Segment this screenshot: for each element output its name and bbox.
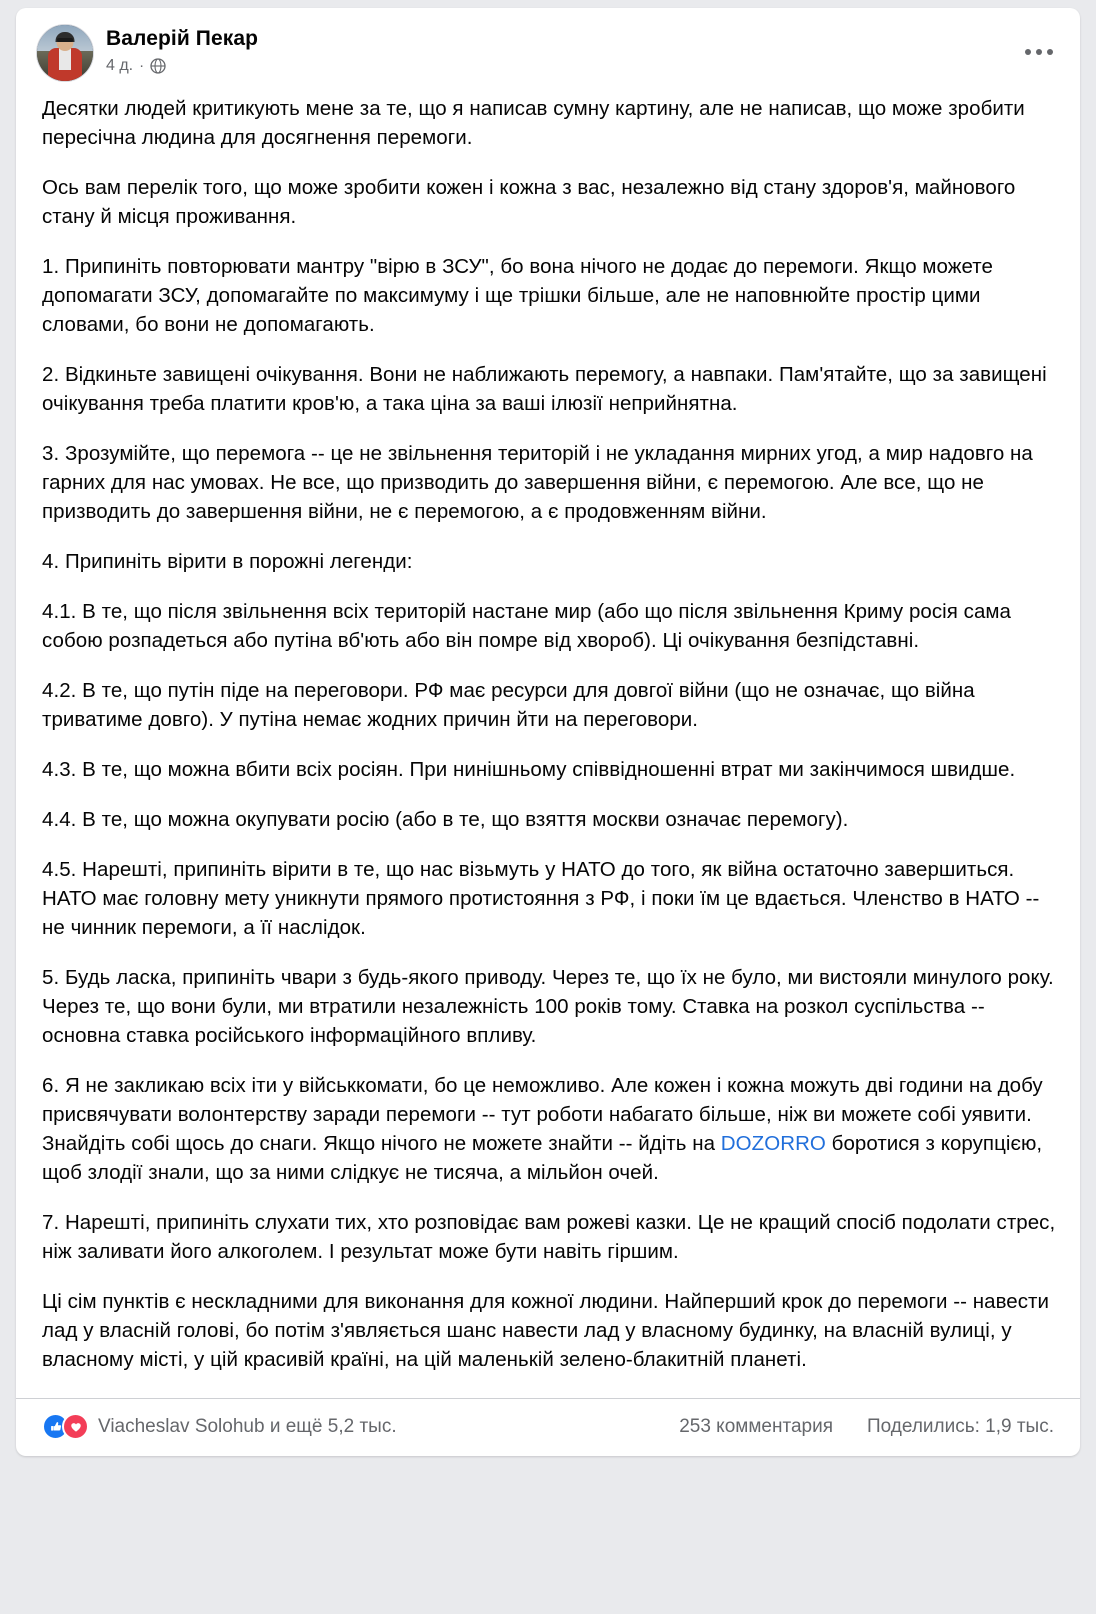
shares-count[interactable]: Поделились: 1,9 тыс. bbox=[866, 1415, 1054, 1437]
heart-icon bbox=[62, 1413, 89, 1440]
paragraph-text-before: 6. Я не закликаю всіх іти у військкомати, бо це неможливо. Але кожен і кожна можуть дві години на добу присвячувати волонтерству заради перемоги -- тут роботи набагато більше, ніж ви можете собі уявити. Знайдіть собі щось до снаги. Якщо нічого не можете знайти -- йдіть на bbox=[42, 1074, 1043, 1155]
post-paragraph: 3. Зрозумійте, що перемога -- це не звільнення територій і не укладання мирних угод, а мир надовго на гарних для нас умовах. Не все, що призводить до завершення війни, є перемогою. Але все, що не призводить до завершення війни, не є перемогою, а є продовженням війни. bbox=[42, 442, 1033, 523]
comments-count[interactable]: 253 комментария bbox=[679, 1415, 833, 1437]
post-header-text bbox=[106, 24, 258, 76]
reactions-group[interactable] bbox=[42, 1413, 397, 1440]
dot bbox=[1047, 49, 1053, 55]
post-footer bbox=[16, 1398, 1080, 1456]
more-options-icon[interactable] bbox=[1022, 42, 1056, 62]
avatar-shirt bbox=[59, 48, 71, 70]
post-paragraph-with-link bbox=[42, 1071, 1058, 1187]
avatar[interactable] bbox=[36, 24, 94, 82]
dot bbox=[1036, 49, 1042, 55]
post-header bbox=[16, 20, 1080, 84]
post-paragraph: 4.4. В те, що можна окупувати росію (або в те, що взяття москви означає перемогу). bbox=[42, 808, 849, 831]
post-paragraph: 4.3. В те, що можна вбити всіх росіян. При нинішньому співвідношенні втрат ми закінчимося швидше. bbox=[42, 758, 1016, 781]
footer-stats bbox=[679, 1416, 1054, 1438]
post-paragraph: 4. Припиніть вірити в порожні легенди: bbox=[42, 550, 413, 573]
post-paragraph: 2. Відкиньте завищені очікування. Вони не наближають перемогу, а навпаки. Пам'ятайте, що за завищені очікування треба платити кров'ю, а така ціна за ваші ілюзії неприйнятна. bbox=[42, 363, 1047, 415]
post-paragraph: 4.5. Нарешті, припиніть вірити в те, що нас візьмуть у НАТО до того, як війна остаточно завершиться. НАТО має головну мету уникнути прямого протистояння з РФ, і поки їм це вдається. Членство в НАТО -- не чинник перемоги, а її наслідок. bbox=[42, 858, 1040, 939]
post-body bbox=[16, 84, 1080, 1374]
reactions-count-label[interactable]: Viacheslav Solohub и ещё 5,2 тыс. bbox=[98, 1415, 397, 1437]
avatar-glasses bbox=[57, 38, 73, 42]
post-meta bbox=[106, 56, 258, 76]
meta-separator: · bbox=[139, 57, 145, 74]
post-paragraph: 7. Нарешті, припиніть слухати тих, хто розповідає вам рожеві казки. Це не кращий спосіб подолати стрес, ніж заливати його алкоголем. І результат може бути навіть гіршим. bbox=[42, 1211, 1056, 1263]
post-card bbox=[16, 8, 1080, 1456]
post-paragraph: 4.2. В те, що путін піде на переговори. РФ має ресурси для довгої війни (що не означає, що війна триватиме довго). У путіна немає жодних причин йти на переговори. bbox=[42, 679, 975, 731]
paragraph-text-after: боротися з корупцією, щоб злодії знали, що за ними слідкує не тисяча, а мільйон очей. bbox=[42, 1132, 1043, 1184]
post-paragraph: Ось вам перелік того, що може зробити кожен і кожна з вас, незалежно від стану здоров'я, майнового стану й місця проживання. bbox=[42, 176, 1016, 228]
post-paragraph: Десятки людей критикують мене за те, що я написав сумну картину, але не написав, що може зробити пересічна людина для досягнення перемоги. bbox=[42, 97, 1025, 149]
dot bbox=[1025, 49, 1031, 55]
post-paragraph: Ці сім пунктів є нескладними для виконання для кожної людини. Найперший крок до перемоги -- навести лад у власній голові, бо потім з'являється шанс навести лад у власному будинку, на власній вулиці, у власному місті, у цій красивій країні, на цій маленькій зелено-блакитній планеті. bbox=[42, 1290, 1049, 1371]
globe-icon[interactable] bbox=[150, 58, 166, 74]
post-paragraph: 4.1. В те, що після звільнення всіх територій настане мир (або що після звільнення Криму росія сама собою розпадеться або путіна вб'ють або він помре від хвороб). Ці очікування безпідставні. bbox=[42, 600, 1011, 652]
post-paragraph: 1. Припиніть повторювати мантру "вірю в ЗСУ", бо вона нічого не додає до перемоги. Якщо можете допомагати ЗСУ, допомагайте по максимуму і ще трішки більше, але не наповнюйте простір цими словами, бо вони не допомагають. bbox=[42, 255, 993, 336]
post-paragraph: 5. Будь ласка, припиніть чвари з будь-якого приводу. Через те, що їх не було, ми вистояли минулого року. Через те, що вони були, ми втратили незалежність 100 років тому. Ставка на розкол суспільства -- основна ставка російського інформаційного впливу. bbox=[42, 966, 1054, 1047]
post-timestamp[interactable]: 4 д. bbox=[106, 57, 134, 74]
dozorro-link[interactable]: DOZORRO bbox=[720, 1132, 826, 1155]
author-name[interactable]: Валерій Пекар bbox=[106, 27, 259, 50]
